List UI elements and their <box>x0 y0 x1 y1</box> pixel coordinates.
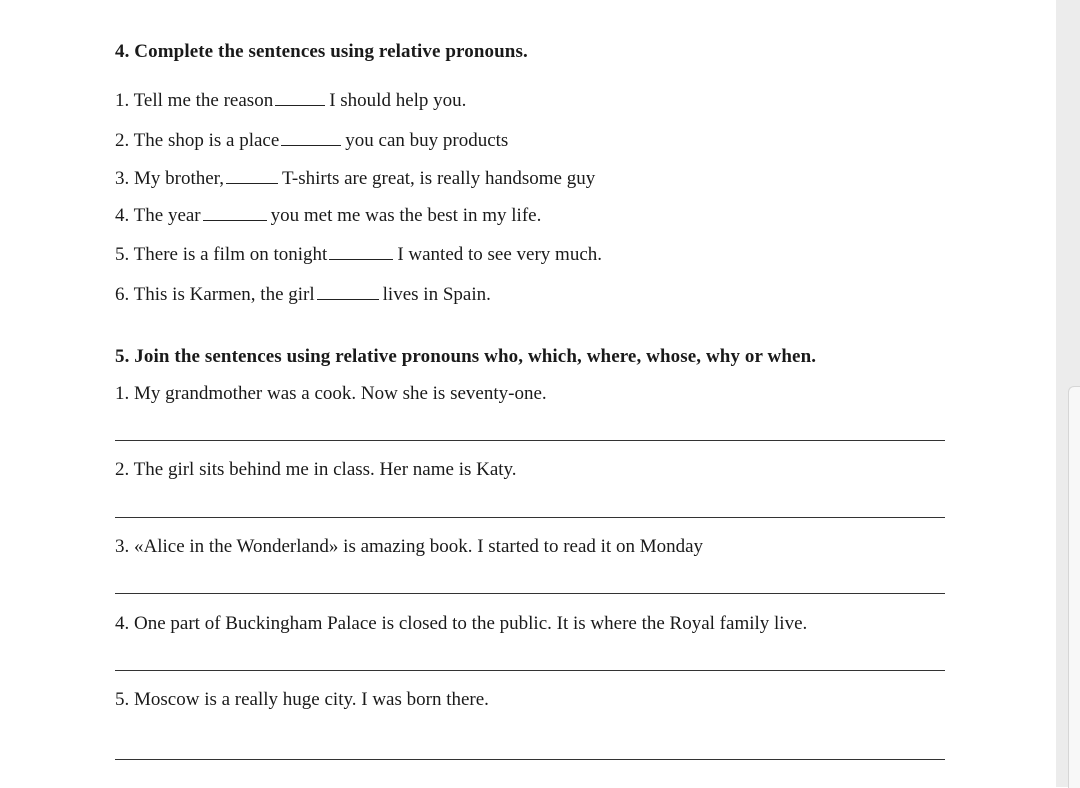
exercise-4-item-5: 5. There is a film on tonight I wanted to see very much. <box>115 244 603 265</box>
exercise-5-title: 5. Join the sentences using relative pronouns who, which, where, whose, why or when. <box>115 346 817 367</box>
answer-line[interactable] <box>115 670 945 671</box>
scrollbar-track[interactable] <box>1056 0 1080 787</box>
exercise-4-item-3: 3. My brother, T-shirts are great, is really handsome guy <box>115 168 596 189</box>
exercise-4-item-6: 6. This is Karmen, the girl lives in Spain. <box>115 284 491 305</box>
answer-line[interactable] <box>115 517 945 518</box>
answer-line[interactable] <box>115 593 945 594</box>
exercise-5-item-1: 1. My grandmother was a cook. Now she is seventy-one. <box>115 383 547 404</box>
fill-blank[interactable] <box>275 90 325 106</box>
fill-blank[interactable] <box>203 205 267 221</box>
exercise-5-item-5: 5. Moscow is a really huge city. I was born there. <box>115 689 489 710</box>
answer-line[interactable] <box>115 759 945 760</box>
exercise-4-item-1: 1. Tell me the reason I should help you. <box>115 90 467 111</box>
answer-line[interactable] <box>115 440 945 441</box>
exercise-5-item-4: 4. One part of Buckingham Palace is closed to the public. It is where the Royal family live. <box>115 613 808 634</box>
fill-blank[interactable] <box>281 130 341 146</box>
fill-blank[interactable] <box>226 168 278 184</box>
fill-blank[interactable] <box>329 244 393 260</box>
exercise-5-item-2: 2. The girl sits behind me in class. Her name is Katy. <box>115 459 517 480</box>
fill-blank[interactable] <box>317 284 379 300</box>
exercise-4-item-4: 4. The year you met me was the best in my life. <box>115 205 542 226</box>
exercise-5-item-3: 3. «Alice in the Wonderland» is amazing book. I started to read it on Monday <box>115 536 704 557</box>
exercise-4-title: 4. Complete the sentences using relative pronouns. <box>115 41 528 62</box>
scrollbar-thumb[interactable] <box>1068 386 1080 788</box>
exercise-4-item-2: 2. The shop is a place you can buy products <box>115 130 509 151</box>
